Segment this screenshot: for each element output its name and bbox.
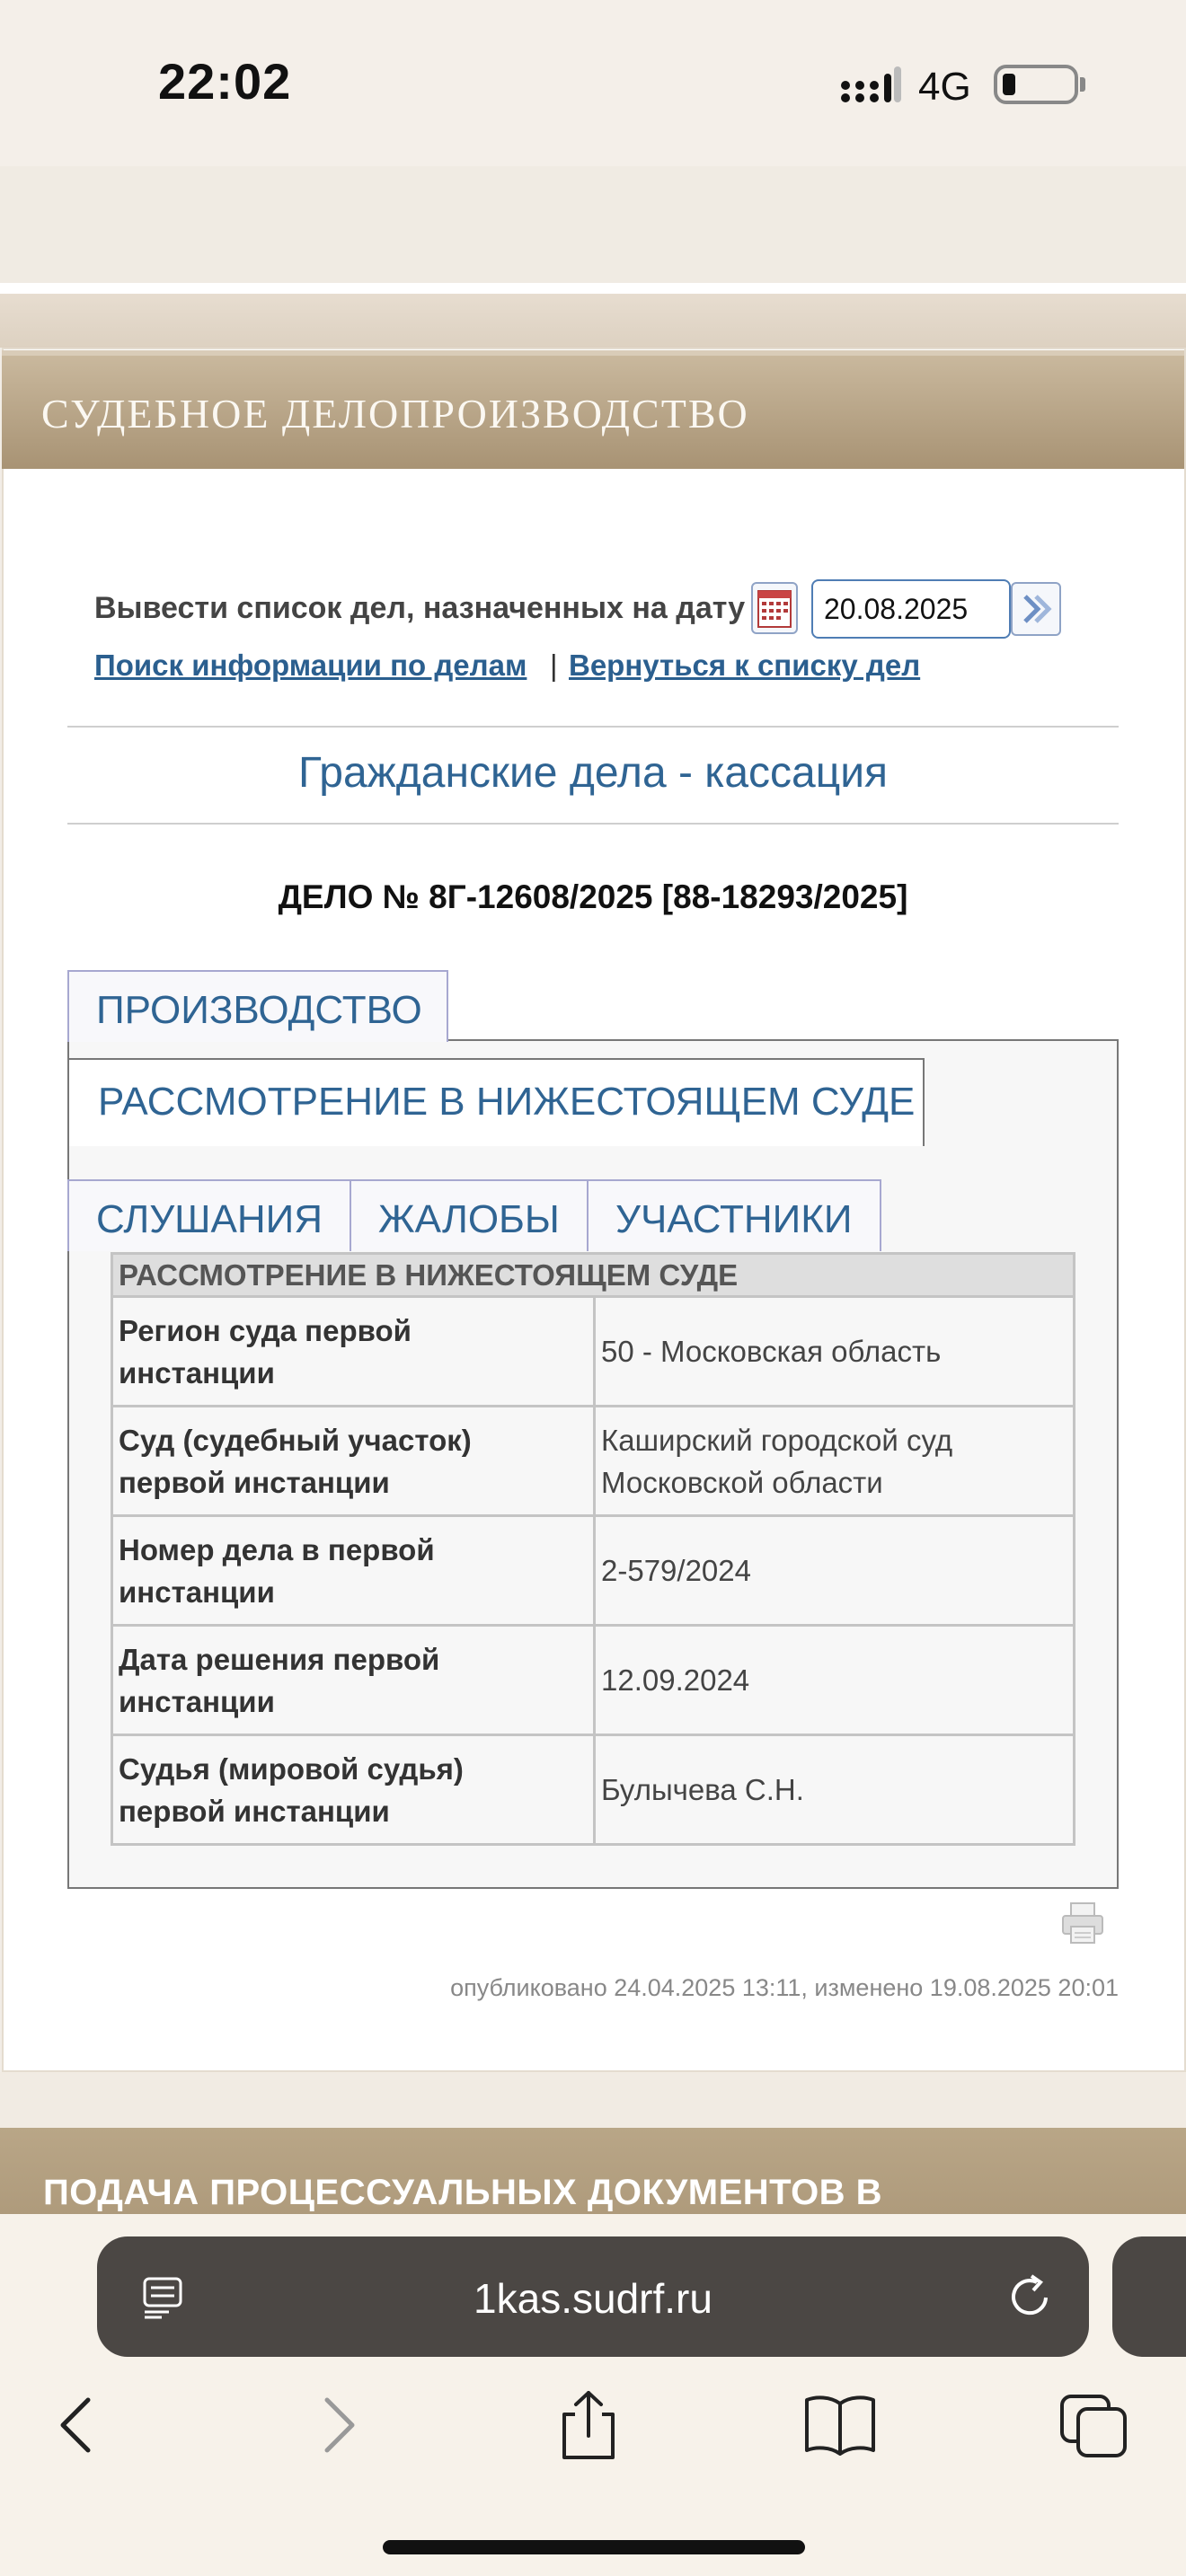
status-bar — [0, 0, 1186, 166]
table-row — [112, 1626, 1075, 1735]
section-title: СУДЕБНОЕ ДЕЛОПРОИЗВОДСТВО — [41, 391, 749, 437]
next-tab-preview[interactable] — [1112, 2236, 1186, 2357]
section-header — [2, 350, 1184, 469]
table-row — [112, 1516, 1075, 1626]
page-band — [0, 294, 1186, 348]
address-bar[interactable] — [97, 2236, 1089, 2357]
printer-icon[interactable] — [1060, 1901, 1105, 1945]
tab-participants[interactable]: УЧАСТНИКИ — [587, 1179, 881, 1251]
table-row — [112, 1297, 1075, 1407]
page-top-band — [0, 166, 1186, 283]
page-band — [0, 2072, 1186, 2128]
share-icon[interactable] — [548, 2389, 629, 2461]
network-type: 4G — [918, 65, 971, 109]
status-time: 22:02 — [158, 53, 292, 110]
date-filter-label: Вывести список дел, назначенных на дату — [94, 591, 746, 625]
tab-hearings[interactable]: СЛУШАНИЯ — [67, 1179, 351, 1251]
calendar-icon[interactable] — [751, 582, 798, 634]
row-key: Регион суда первой инстанции — [112, 1297, 595, 1407]
tab-lower-court[interactable]: РАССМОТРЕНИЕ В НИЖЕСТОЯЩЕМ СУДЕ — [67, 1058, 925, 1146]
row-value: Булычева С.Н. — [595, 1735, 1075, 1845]
row-value: 2-579/2024 — [595, 1516, 1075, 1626]
tab-complaints[interactable]: ЖАЛОБЫ — [350, 1179, 589, 1251]
row-value: 12.09.2024 — [595, 1626, 1075, 1735]
divider — [67, 823, 1119, 825]
row-value: Каширский городской суд Московской области — [595, 1407, 1075, 1516]
battery-cap — [1080, 77, 1085, 92]
bookmarks-icon[interactable] — [800, 2389, 881, 2461]
published-info: опубликовано 24.04.2025 13:11, изменено 19.08.2025 20:01 — [450, 1974, 1119, 2001]
reload-icon[interactable] — [1006, 2272, 1055, 2321]
section2-title: ПОДАЧА ПРОЦЕССУАЛЬНЫХ ДОКУМЕНТОВ В — [43, 2173, 883, 2212]
table-row — [112, 1407, 1075, 1516]
row-key: Номер дела в первой инстанции — [112, 1516, 595, 1626]
table-row — [112, 1735, 1075, 1845]
home-indicator — [383, 2540, 805, 2554]
url-text[interactable]: 1kas.sudrf.ru — [474, 2275, 712, 2322]
search-cases-link[interactable]: Поиск информации по делам — [94, 648, 527, 682]
tab-production[interactable]: ПРОИЗВОДСТВО — [67, 970, 448, 1042]
row-key: Судья (мировой судья) первой инстанции — [112, 1735, 595, 1845]
case-type-title: Гражданские дела - кассация — [297, 749, 889, 797]
tabs-icon[interactable] — [1055, 2389, 1136, 2461]
divider — [67, 726, 1119, 728]
lower-court-table — [111, 1252, 1075, 1846]
date-input[interactable] — [811, 579, 1011, 639]
row-key: Суд (судебный участок) первой инстанции — [112, 1407, 595, 1516]
back-arrow-icon[interactable] — [38, 2389, 119, 2461]
row-value: 50 - Московская область — [595, 1297, 1075, 1407]
link-separator: | — [550, 648, 558, 682]
back-to-list-link[interactable]: Вернуться к списку дел — [569, 648, 921, 682]
table-header: РАССМОТРЕНИЕ В НИЖЕСТОЯЩЕМ СУДЕ — [112, 1254, 1075, 1297]
battery-low-icon — [994, 65, 1078, 104]
arrow-right-icon[interactable] — [1011, 582, 1061, 636]
table-header-row — [112, 1254, 1075, 1297]
row-key: Дата решения первой инстанции — [112, 1626, 595, 1735]
forward-arrow-icon[interactable] — [296, 2389, 377, 2461]
case-number: ДЕЛО № 8Г-12608/2025 [88-18293/2025] — [278, 878, 908, 915]
divider — [0, 283, 1186, 294]
cellular-signal-icon — [840, 65, 901, 106]
